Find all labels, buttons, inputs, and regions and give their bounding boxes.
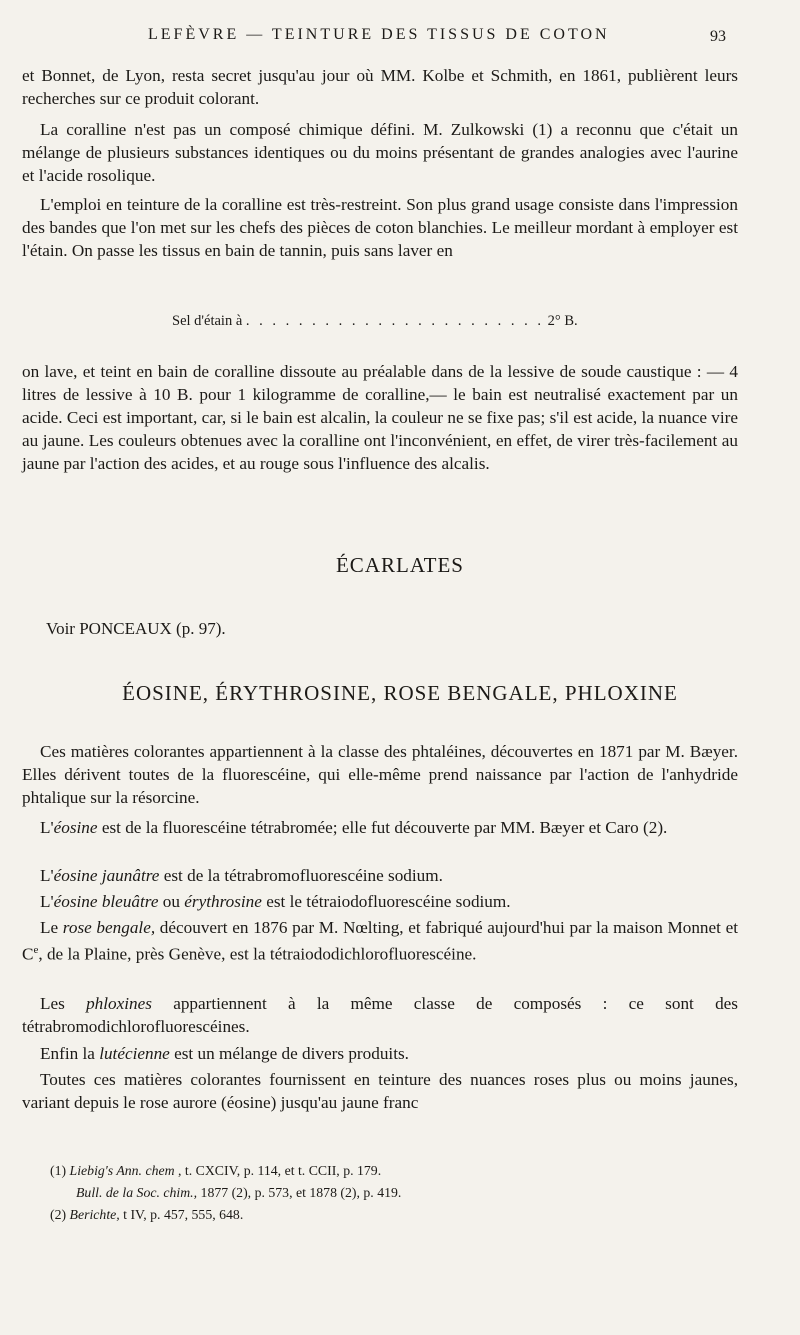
text: est un mélange de divers produits.: [169, 1044, 409, 1063]
heading-ecarlates: ÉCARLATES: [335, 553, 464, 577]
source-title: Bull. de la Soc. chim.,: [76, 1185, 198, 1200]
paragraph-nuances: Toutes ces matières colorantes fournissent en teinture des nuances roses plus ou moins jaunes, variant depuis le rose aurore (éosine) jusqu'au jaune franc: [22, 1070, 738, 1112]
text: L': [40, 892, 54, 911]
page-number: 93: [710, 28, 726, 45]
paragraph-phtaleines: Ces matières colorantes appartiennent à la classe des phtaléines, découvertes en 1871 par M. Bæyer. Elles dérivent toutes de la fluorescéine, qui elle-même prend naissance par l'action de l'anhydride phtalique sur la résorcine.: [22, 742, 738, 807]
text: est de la fluorescéine tétrabromée; elle fut découverte par MM. Bæyer et Caro (2).: [97, 818, 668, 837]
formula-line: [172, 313, 612, 330]
formula-value: 2° B.: [547, 313, 578, 329]
paragraph-coralline-usage: L'emploi en teinture de la coralline est très-restreint. Son plus grand usage consiste dans l'impression des bandes que l'on met sur les chefs des pièces de coton blanchies. Le meilleur mordant à employer est l'étain. On passe les tissus en bain de tannin, puis sans laver en: [22, 195, 738, 260]
text: est le tétraiodofluorescéine sodium.: [261, 892, 511, 911]
paragraph-eosine: [22, 816, 738, 839]
footnotes: [50, 1160, 750, 1226]
text: Le: [40, 918, 63, 937]
text: Enfin la: [40, 1044, 100, 1063]
footnote-1: [50, 1160, 750, 1182]
paragraph-coralline-dyeing: on lave, et teint en bain de coralline dissoute au préalable dans de la lessive de soude caustique : — 4 litres de lessive à 10 B. pour 1 kilogramme de coralline,— le bain est neutralisé exactement par un acide. Ceci est important, car, si le bain est alcalin, la couleur ne se fixe pas; s'il est acide, la nuance vire au jaune. Les couleurs obtenues avec la coralline ont l'inconvénient, en effet, de virer très-facilement au jaune par l'action des acides, et au rouge sous l'influence des alcalis.: [22, 362, 738, 473]
text: L': [40, 818, 54, 837]
paragraph-continuation: et Bonnet, de Lyon, resta secret jusqu'au jour où MM. Kolbe et Schmith, en 1861, publièrent leurs recherches sur ce produit colorant.: [22, 66, 738, 108]
text: t IV, p. 457, 555, 648.: [119, 1207, 244, 1222]
footnote-marker: (1): [50, 1163, 67, 1178]
text: découvert en 1876 par M. Nœlting, et fabriqué aujourd'hui par la maison Monnet et C: [22, 918, 738, 964]
term-rose-bengale: rose bengale,: [62, 918, 156, 937]
running-title: LEFÈVRE — TEINTURE DES TISSUS DE COTON: [148, 26, 610, 43]
superscript: e: [33, 944, 39, 956]
paragraph-lutecienne: [22, 1042, 738, 1065]
text: Les: [40, 994, 87, 1013]
text: ou: [158, 892, 185, 911]
heading-eosine: ÉOSINE, ÉRYTHROSINE, ROSE BENGALE, PHLOXINE: [122, 681, 678, 705]
term-lutecienne: lutécienne: [99, 1044, 170, 1063]
paragraph-eosine-bleuatre: [22, 890, 738, 913]
text: appartiennent à la même classe de composés : ce sont des tétrabromodichlorofluorescéines.: [22, 994, 738, 1036]
paragraph-phloxines: [22, 992, 738, 1038]
source-title: Liebig's Ann. chem: [69, 1163, 175, 1178]
text: , t. CXCIV, p. 114, et t. CCII, p. 179.: [174, 1163, 382, 1178]
term-erythrosine: érythrosine: [184, 892, 262, 911]
paragraph-rose-bengale: [22, 916, 738, 966]
term-eosine-jaunatre: éosine jaunâtre: [53, 866, 160, 885]
source-title: Berichte,: [69, 1207, 120, 1222]
text: 1877 (2), p. 573, et 1878 (2), p. 419.: [197, 1185, 402, 1200]
text: est de la tétrabromofluorescéine sodium.: [159, 866, 443, 885]
text: L': [40, 866, 54, 885]
footnote-2: [50, 1204, 750, 1226]
formula-label: Sel d'étain à: [172, 313, 243, 329]
term-phloxines: phloxines: [86, 994, 152, 1013]
footnote-1b: [50, 1182, 750, 1204]
term-eosine: éosine: [53, 818, 98, 837]
text: , de la Plaine, près Genève, est la tétraiododichlorofluorescéine.: [38, 944, 477, 964]
term-eosine-bleuatre: éosine bleuâtre: [53, 892, 159, 911]
paragraph-coralline-composition: La coralline n'est pas un composé chimique défini. M. Zulkowski (1) a reconnu que c'était un mélange de plusieurs substances identiques ou du moins présentant de grandes analogies avec l'aurine et l'acide rosolique.: [22, 120, 738, 185]
running-head: [0, 22, 800, 50]
footnote-marker: (2): [50, 1207, 67, 1222]
paragraph-eosine-jaunatre: [22, 864, 738, 887]
formula-dots: . . . . . . . . . . . . . . . . . . . . . . .: [245, 313, 545, 329]
crossref-ponceaux: Voir PONCEAUX (p. 97).: [46, 619, 226, 638]
